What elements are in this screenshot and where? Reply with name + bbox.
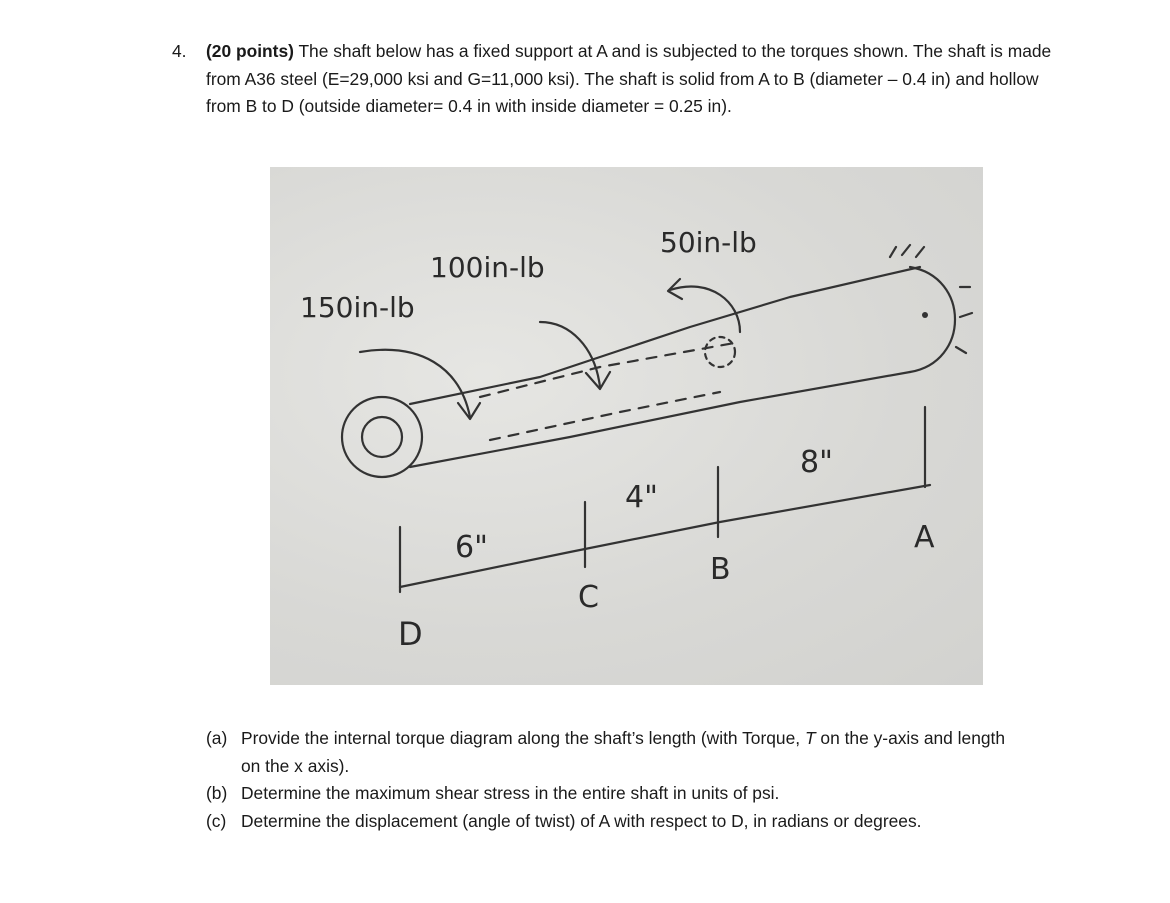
problem-statement	[172, 38, 1052, 121]
torque-label-50: 50in-lb	[660, 226, 757, 259]
shaft-end-outer	[342, 397, 422, 477]
part-a-text-before: Provide the internal torque diagram along the shaft’s length (with Torque,	[241, 728, 805, 748]
torque-label-150: 150in-lb	[300, 291, 415, 324]
problem-points: (20 points)	[206, 41, 294, 61]
part-a-label: (a)	[206, 728, 228, 748]
shaft-end-inner	[362, 417, 402, 457]
hole-dot	[922, 312, 928, 318]
hidden-line-top	[480, 342, 740, 397]
dim-label-6: 6"	[455, 530, 488, 565]
problem-text: The shaft below has a fixed support at A and is subjected to the torques shown. The shaft is made from A36 steel (E=29,000 ksi and G=11,000 ksi). The shaft is solid from A to B (diameter – 0.4 in) and hollow from B to D (outside diameter= 0.4 in with inside diameter = 0.25 in).	[206, 41, 1052, 116]
fixed-support-hatch	[890, 245, 972, 353]
hidden-line-bottom	[490, 392, 720, 440]
dim-label-4: 4"	[625, 480, 658, 515]
torque-arrow-50	[670, 286, 740, 332]
part-a	[206, 725, 1026, 780]
question-parts	[206, 725, 1026, 835]
shaft-end-a	[910, 267, 955, 372]
torque-arrow-150	[360, 350, 470, 417]
dim-label-8: 8"	[800, 445, 833, 480]
part-b-label: (b)	[206, 783, 228, 803]
shaft-bottom-edge	[410, 372, 910, 467]
problem-body	[206, 38, 1052, 121]
part-a-italic: T	[804, 728, 816, 748]
point-label-b: B	[710, 552, 731, 587]
shaft-figure	[270, 167, 983, 685]
part-b-text: Determine the maximum shear stress in the entire shaft in units of psi.	[241, 783, 780, 803]
torque-label-100: 100in-lb	[430, 251, 545, 284]
part-c-text: Determine the displacement (angle of twist) of A with respect to D, in radians or degrees.	[241, 810, 922, 831]
part-c-label: (c)	[206, 810, 227, 831]
part-b	[206, 780, 1026, 808]
part-c	[206, 808, 1026, 836]
hidden-circle	[705, 337, 735, 367]
problem-number: 4.	[172, 41, 187, 61]
shaft-sketch	[270, 167, 983, 685]
point-label-c: C	[578, 580, 599, 615]
point-label-d: D	[398, 615, 423, 653]
point-label-a: A	[914, 520, 935, 555]
part-a-text-after: on the y-axis and length on the x axis).	[241, 728, 1006, 776]
